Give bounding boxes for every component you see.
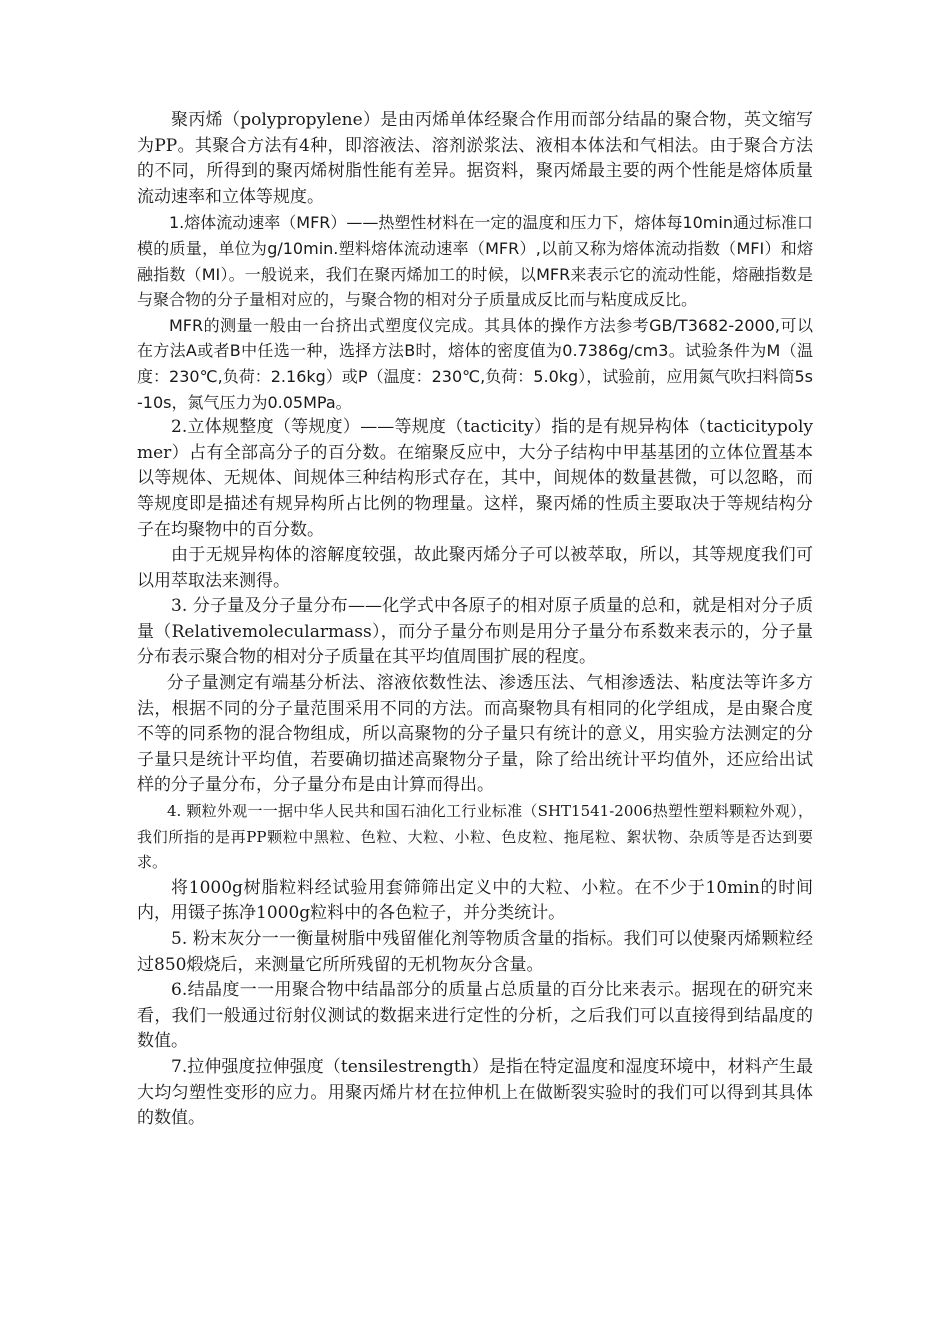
paragraph-pellet-appearance: 4. 颗粒外观一一据中华人民共和国石油化工行业标准（SHT1541-2006热塑性塑料颗粒外观），我们所指的是再PP颗粒中黑粒、色粒、大粒、小粒、色皮粒、拖尾粒、絮状物、杂质等是否达到要求。 [137,802,813,872]
paragraph-ash-content: 5. 粉末灰分一一衡量树脂中残留催化剂等物质含量的指标。我们可以使聚丙烯颗粒经过850煅烧后，来测量它所所残留的无机物灰分含量。 [137,929,813,975]
paragraph-molecular-weight-methods: 分子量测定有端基分析法、溶液依数性法、渗透压法、气相渗透法、粘度法等许多方法，根据不同的分子量范围采用不同的方法。而高聚物具有相同的化学组成，是由聚合度不等的同系物的混合物组成，所以高聚物的分子量只有统计的意义，用实验方法测定的分子量只是统计平均值，若要确切描述高聚物分子量，除了给出统计平均值外，还应给出试样的分子量分布，分子量分布是由计算而得出。 [137,673,813,796]
paragraph-mfr-definition: 1.熔体流动速率（MFR）——热塑性材料在一定的温度和压力下，熔体每10min通过标准口模的质量，单位为g/10min.塑料熔体流动速率（MFR）,以前又称为熔体流动指数（MFI）和熔融指数（MI）。一般说来，我们在聚丙烯加工的时候，以MFR来表示它的流动性能，熔融指数是与聚合物的分子量相对应的，与聚合物的相对分子质量成反比而与粘度成反比。 [137,213,813,310]
paragraph-tensile-strength: 7.拉伸强度拉伸强度（tensilestrength）是指在特定温度和湿度环境中，材料产生最大均匀塑性变形的应力。用聚丙烯片材在拉伸机上在做断裂实验时的我们可以得到其具体的数值。 [137,1056,813,1129]
paragraph-sieving: 将1000g树脂粒料经试验用套筛筛出定义中的大粒、小粒。在不少于10min的时间内，用镊子拣净1000g粒料中的各色粒子，并分类统计。 [137,877,813,924]
paragraph-intro: 聚丙烯（polypropylene）是由丙烯单体经聚合作用而部分结晶的聚合物，英文缩写为PP。其聚合方法有4种，即溶液法、溶剂淤浆法、液相本体法和气相法。由于聚合方法的不同，所得到的聚丙烯树脂性能有差异。据资料，聚丙烯最主要的两个性能是熔体质量流动速率和立体等规度。 [137,110,813,207]
paragraph-crystallinity: 6.结晶度一一用聚合物中结晶部分的质量占总质量的百分比来表示。据现在的研究来看，我们一般通过衍射仪测试的数据来进行定性的分析，之后我们可以直接得到结晶度的数值。 [137,980,813,1052]
paragraph-molecular-weight: 3. 分子量及分子量分布——化学式中各原子的相对原子质量的总和，就是相对分子质量（Relativemolecularmass），而分子量分布则是用分子量分布系数来表示的，分子量分布表示聚合物的相对分子质量在其平均值周围扩展的程度。 [137,596,813,668]
paragraph-tacticity: 2.立体规整度（等规度）——等规度（tacticity）指的是有规异构体（tacticitypolymer）占有全部高分子的百分数。在缩聚反应中，大分子结构中甲基基团的立体位置基本以等规体、无规体、间规体三种结构形式存在，其中，间规体的数量甚微，可以忽略，而等规度即是描述有规异构所占比例的物理量。这样，聚丙烯的性质主要取决于等规结构分子在均聚物中的百分数。 [137,417,813,540]
document-page [137,108,813,1132]
paragraph-mfr-measurement: MFR的测量一般由一台挤出式塑度仪完成。其具体的操作方法参考GB/T3682-2000,可以在方法A或者B中任选一种，选择方法B时，熔体的密度值为0.7386g/cm3。试验条件为M（温度：230℃,负荷：2.16kg）或P（温度：230℃,负荷：5.0kg），试验前，应用氮气吹扫料筒5s-10s，氮气压力为0.05MPa。 [137,315,813,412]
paragraph-extraction: 由于无规异构体的溶解度较强，故此聚丙烯分子可以被萃取，所以，其等规度我们可以用萃取法来测得。 [137,545,813,591]
